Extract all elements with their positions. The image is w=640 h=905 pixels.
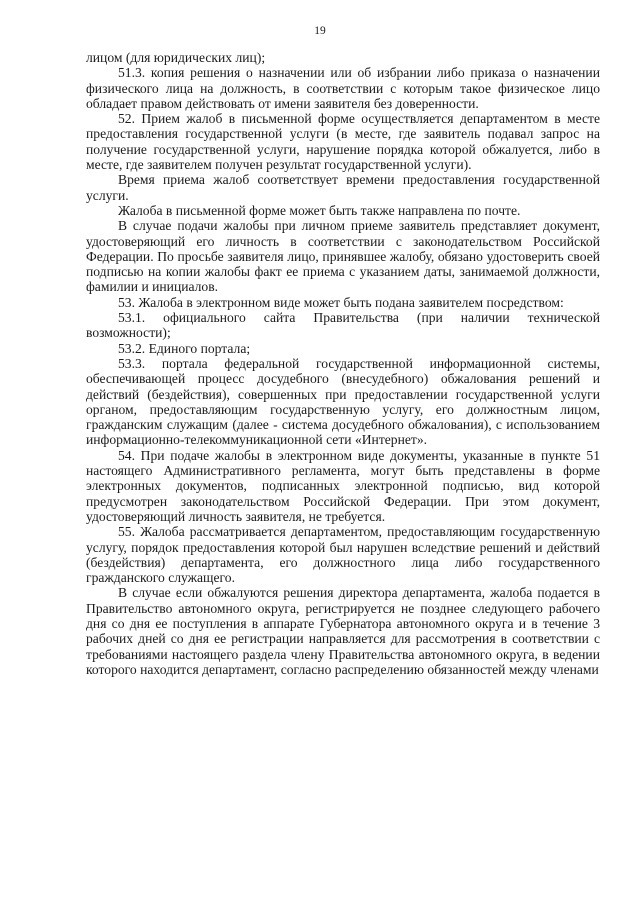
paragraph-53-3: 53.3. портала федеральной государственной информационной системы, обеспечивающей процесс досудебного (внесудебного) обжалования решений и действий (бездействия), совершенных при предоставлении государственной услуги органом, предоставляющим государственную услугу, его должностным лицом, гражданским служащим (далее - система досудебного обжалования), с использованием информационно-телекоммуникационной сети «Интернет». xyxy=(86,355,600,448)
paragraph-52: 52. Прием жалоб в письменной форме осуществляется департаментом в месте предоставления государственной услуги (в месте, где заявитель подавал запрос на получение государственной услуги, нарушение порядка которой обжалуется, либо в месте, где заявителем получен результат государственной услуги). xyxy=(86,111,600,173)
paragraph-by-mail: Жалоба в письменной форме может быть также направлена по почте. xyxy=(118,202,521,218)
paragraph-51-3: 51.3. копия решения о назначении или об избрании либо приказа о назначении физического лица на должность, в соответствии с которым такое физическое лицо обладает правом действовать от имени заявителя без доверенности. xyxy=(86,65,600,111)
paragraph-53-2: 53.2. Единого портала; xyxy=(118,340,251,356)
paragraph-53-1: 53.1. официального сайта Правительства (при наличии технической возможности); xyxy=(86,310,600,341)
paragraph-personal-reception: В случае подачи жалобы при личном приеме заявитель представляет документ, удостоверяющий его личность в соответствии с законодательством Российской Федерации. По просьбе заявителя лицо, принявшее жалобу, обязано удостоверить своей подписью на копии жалобы факт ее приема с указанием даты, занимаемой должности, фамилии и инициалов. xyxy=(86,218,600,295)
paragraph-reception-time: Время приема жалоб соответствует времени предоставления государственной услуги. xyxy=(86,172,600,203)
paragraph-continuation: лицом (для юридических лиц); xyxy=(86,50,266,65)
paragraph-55: 55. Жалоба рассматривается департаментом, предоставляющим государственную услугу, порядок предоставления которой был нарушен вследствие решений и действий (бездействия) департамента, его должностного лица либо государственного гражданского служащего. xyxy=(86,524,600,586)
paragraph-53: 53. Жалоба в электронном виде может быть подана заявителем посредством: xyxy=(118,294,564,310)
paragraph-director-appeal: В случае если обжалуются решения директора департамента, жалоба подается в Правительство автономного округа, регистрируется не позднее следующего рабочего дня со дня ее поступления в аппарате Губернатора автономного округа и в течение 3 рабочих дней со дня ее регистрации направляется для рассмотрения в соответствии с требованиями настоящего раздела члену Правительства автономного округа, в ведении которого находится департамент, согласно распределению обязанностей между членами xyxy=(86,585,600,677)
page-number: 19 xyxy=(314,25,326,37)
paragraph-54: 54. При подаче жалобы в электронном виде документы, указанные в пункте 51 настоящего Административного регламента, могут быть представлены в форме электронных документов, подписанных электронной подписью, вид которой предусмотрен законодательством Российской Федерации. При этом документ, удостоверяющий личность заявителя, не требуется. xyxy=(86,447,600,524)
page-body xyxy=(86,50,600,677)
